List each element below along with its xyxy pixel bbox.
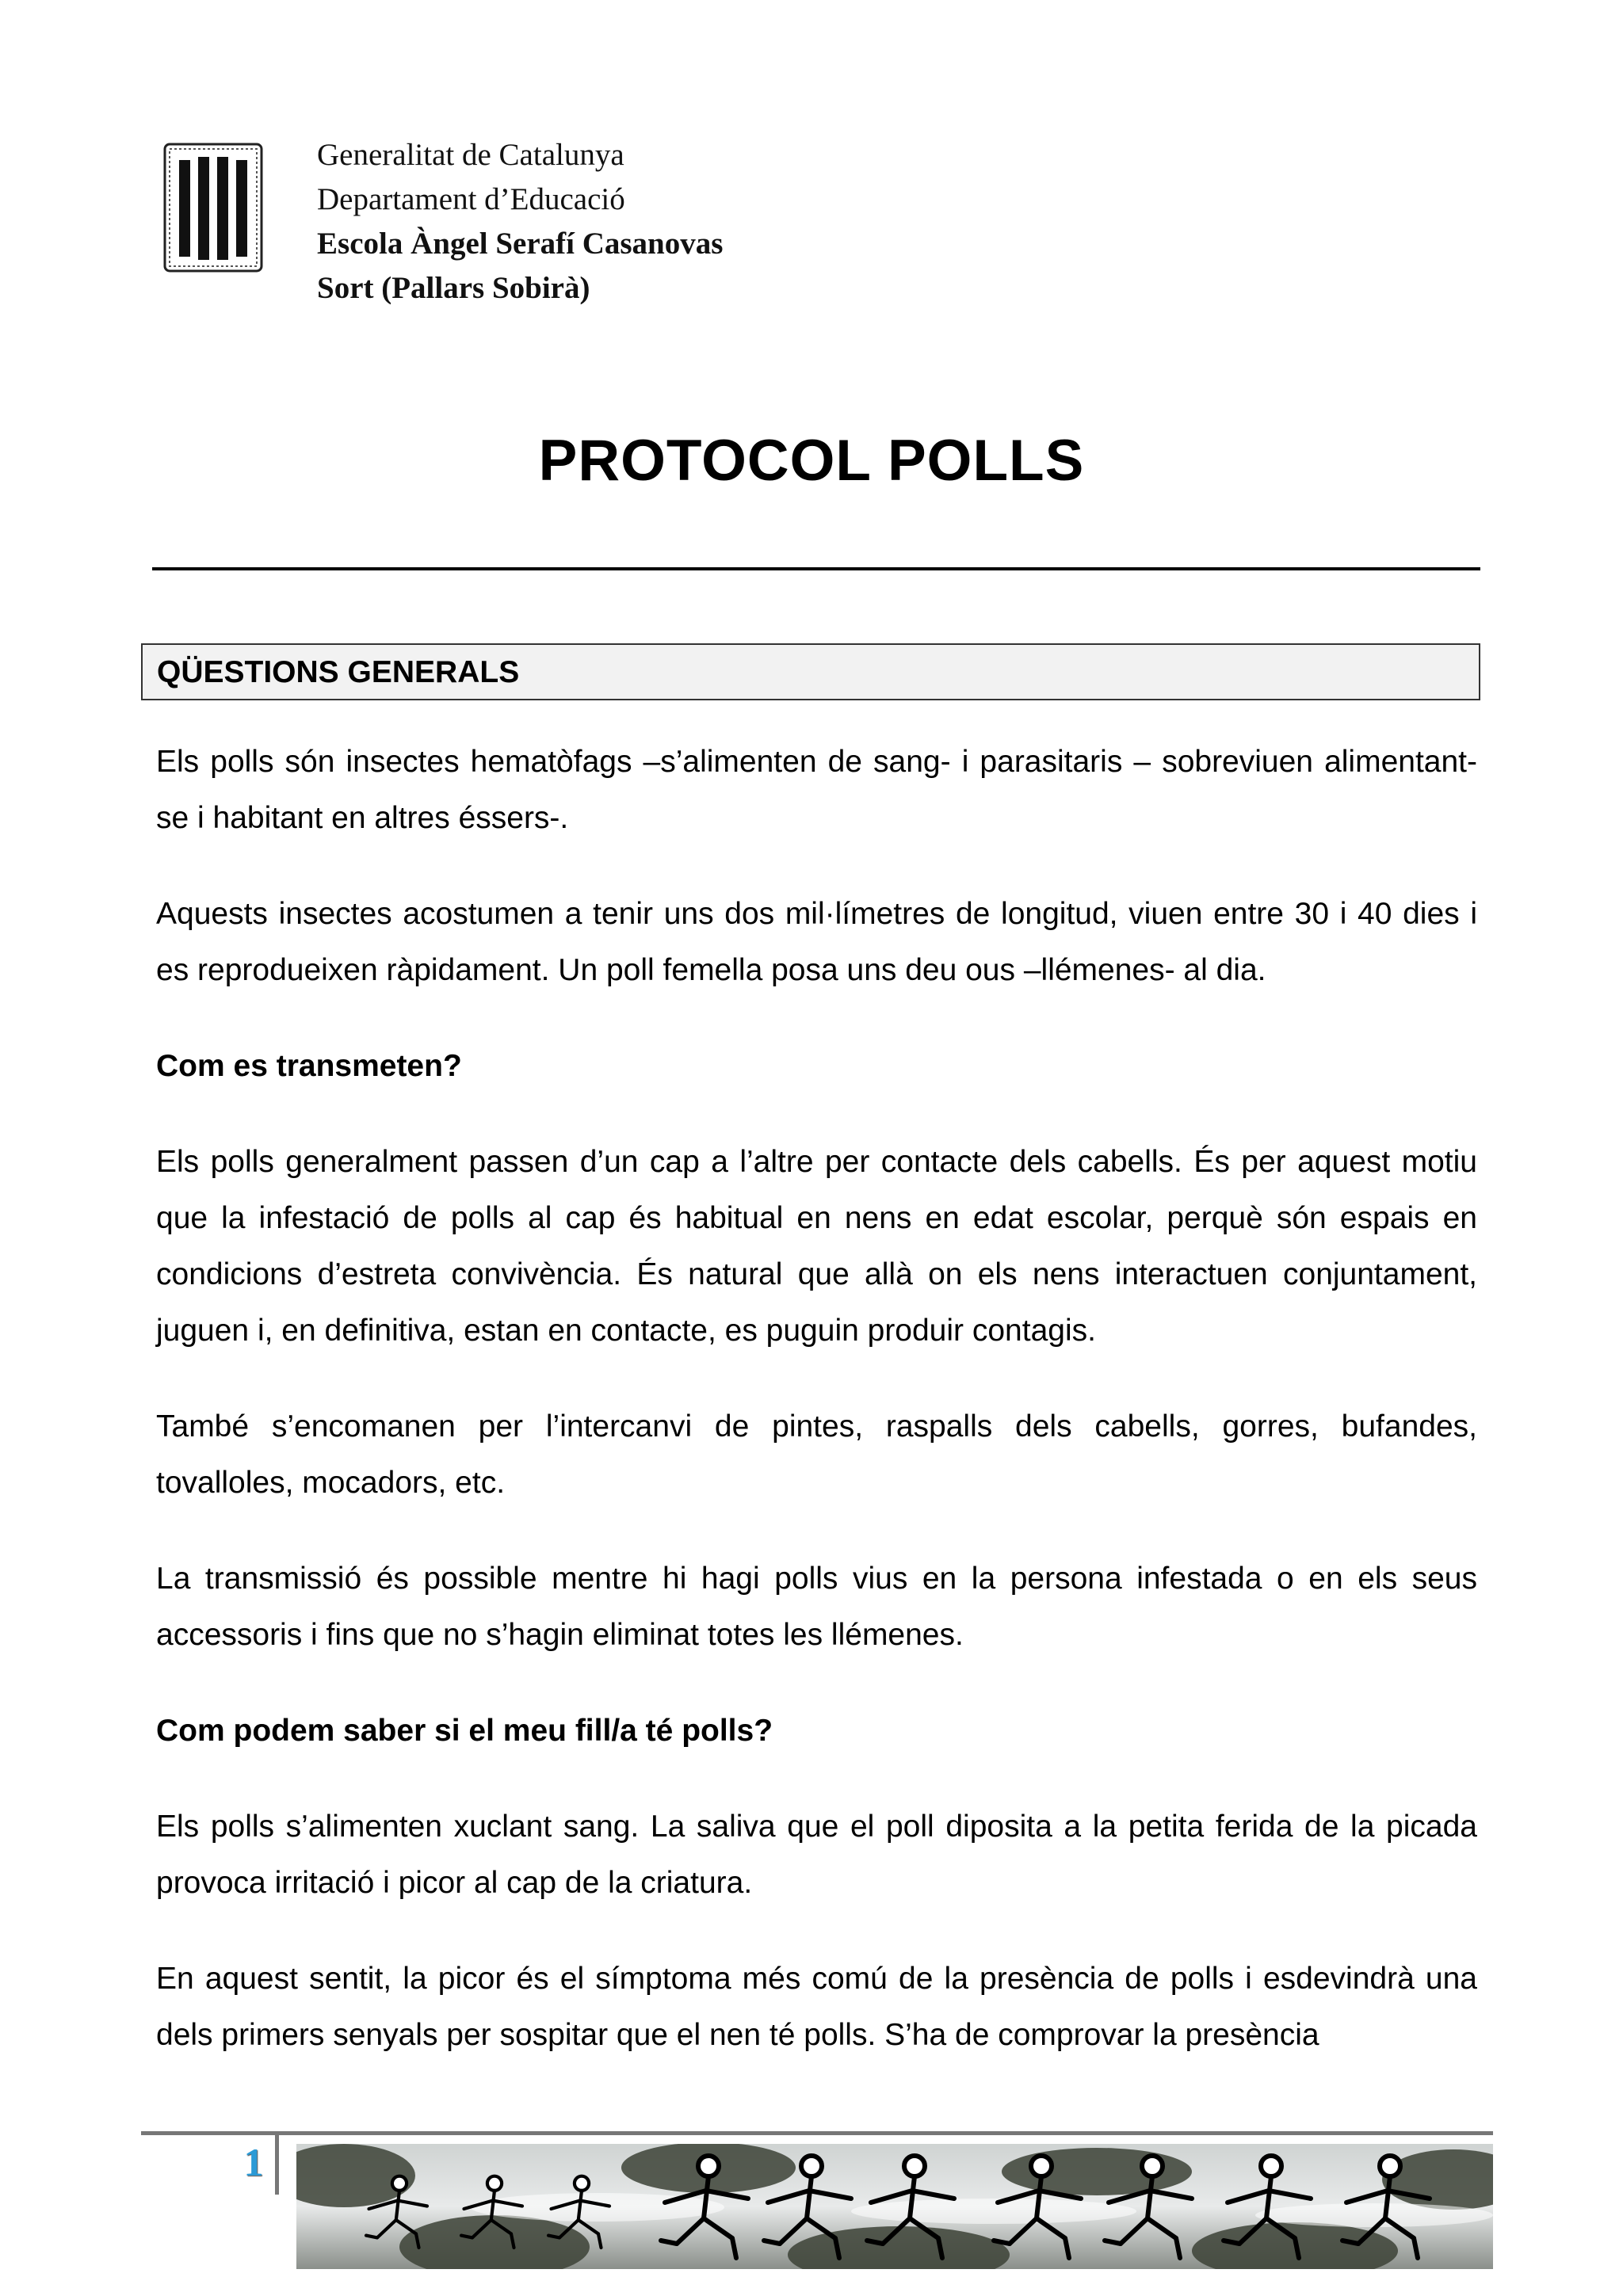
document-body xyxy=(156,734,1477,2103)
paragraph-4: També s’encomanen per l’intercanvi de pintes, raspalls dels cabells, gorres, bufandes, tovalloles, mocadors, etc. xyxy=(156,1409,1477,1500)
subheading-transmission: Com es transmeten? xyxy=(156,1049,462,1083)
header-line-location: Sort (Pallars Sobirà) xyxy=(317,271,590,305)
paragraph-5: La transmissió és possible mentre hi hagi polls vius en la persona infestada o en els seus accessoris i fins que no s’hagin eliminat totes les llémenes. xyxy=(156,1562,1477,1652)
header-line-generalitat: Generalitat de Catalunya xyxy=(317,138,624,172)
generalitat-logo-icon xyxy=(163,143,263,273)
footer-divider xyxy=(141,2131,1493,2135)
section-heading: QÜESTIONS GENERALS xyxy=(157,655,520,689)
paragraph-7: En aquest sentit, la picor és el símptoma més comú de la presència de polls i esdevindrà una dels primers senyals per sospitar que el nen té polls. S’ha de comprovar la presència xyxy=(156,1962,1477,2052)
page-number: 1 xyxy=(243,2140,264,2184)
footer-vertical-divider xyxy=(275,2131,279,2195)
title-divider xyxy=(152,567,1480,570)
footer-banner-image xyxy=(296,2144,1493,2269)
header-line-department: Departament d’Educació xyxy=(317,182,625,216)
page-title: PROTOCOL POLLS xyxy=(538,429,1085,493)
header-line-school: Escola Àngel Serafí Casanovas xyxy=(317,227,724,261)
paragraph-1: Els polls són insectes hematòfags –s’alimenten de sang- i parasitaris – sobreviuen alimentant-se i habitant en altres éssers-. xyxy=(156,745,1477,835)
school-header xyxy=(317,133,723,311)
paragraph-6: Els polls s’alimenten xuclant sang. La saliva que el poll diposita a la petita ferida de la picada provoca irritació i picor al cap de la criatura. xyxy=(156,1810,1477,1900)
section-heading-box xyxy=(141,643,1480,700)
subheading-detection: Com podem saber si el meu fill/a té polls? xyxy=(156,1714,773,1748)
paragraph-2: Aquests insectes acostumen a tenir uns dos mil·límetres de longitud, viuen entre 30 i 40 dies i es reprodueixen ràpidament. Un poll femella posa uns deu ous –llémenes- al dia. xyxy=(156,897,1477,987)
paragraph-3: Els polls generalment passen d’un cap a l’altre per contacte dels cabells. És per aquest motiu que la infestació de polls al cap és habitual en nens en edat escolar, perquè són espais en condicions d’estreta convivència. És natural que allà on els nens interactuen conjuntament, juguen i, en definitiva, estan en contacte, es puguin produir contagis. xyxy=(156,1145,1477,1348)
